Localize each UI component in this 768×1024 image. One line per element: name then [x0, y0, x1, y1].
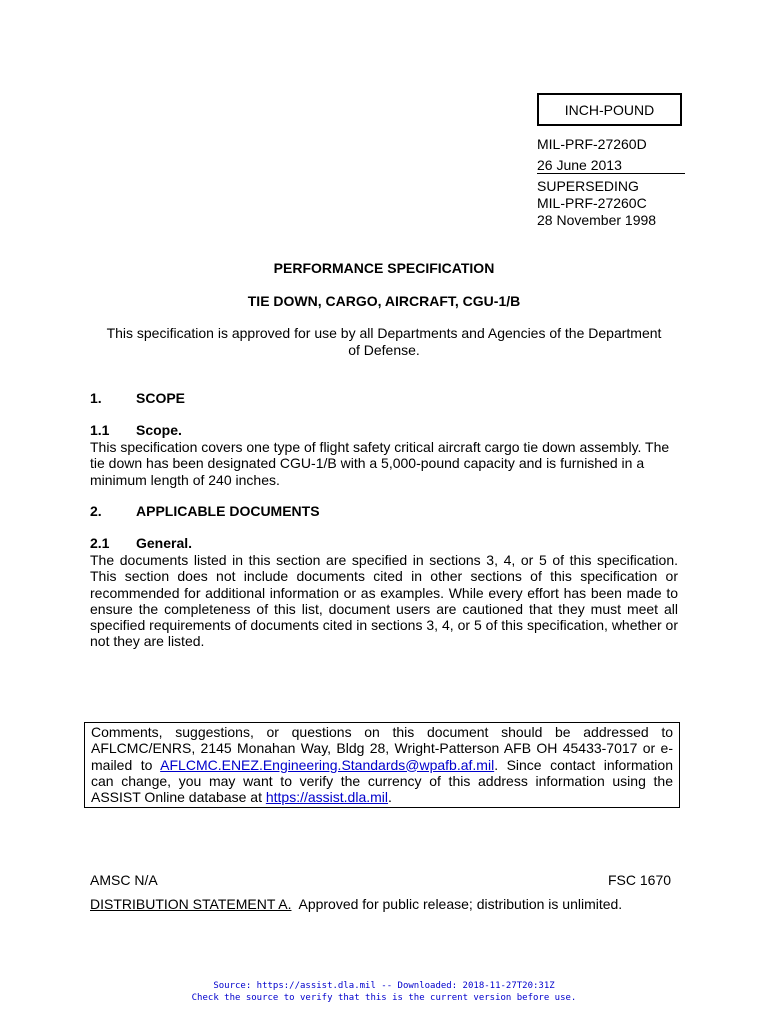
- comments-text-3: .: [388, 789, 392, 806]
- superseded-date: 28 November 1998: [537, 212, 657, 228]
- distribution-text: Approved for public release; distribution is unlimited.: [291, 896, 623, 912]
- spec-type-title: PERFORMANCE SPECIFICATION: [273, 260, 495, 276]
- section-2-1-title: General.: [136, 535, 193, 551]
- approval-statement: This specification is approved for use by all Departments and Agencies of the Department of Defense.: [106, 325, 662, 358]
- amsc-label: AMSC N/A: [90, 872, 158, 888]
- assist-url-link[interactable]: https://assist.dla.mil: [265, 789, 389, 806]
- inch-pound-box: [537, 93, 682, 126]
- section-1-1-number: 1.1: [90, 422, 110, 438]
- section-1-1-text: This specification covers one type of flight safety critical aircraft cargo tie down assembly. The tie down has been designated CGU-1/B with a 5,000-pound capacity and is furnished in a minimum length of 240 inches.: [90, 439, 670, 488]
- section-2-title: APPLICABLE DOCUMENTS: [136, 503, 320, 519]
- section-1-heading: [90, 390, 185, 406]
- superseded-number: MIL-PRF-27260C: [537, 195, 647, 211]
- superseding-label: SUPERSEDING: [537, 178, 639, 194]
- source-footer-line-2: Check the source to verify that this is the current version before use.: [191, 993, 577, 1003]
- section-2-1-heading: [90, 535, 192, 551]
- doc-date: 26 June 2013: [537, 157, 622, 173]
- section-1-title: SCOPE: [136, 390, 186, 406]
- inch-pound-label: INCH-POUND: [564, 101, 655, 118]
- section-2-1-text: The documents listed in this section are specified in sections 3, 4, or 5 of this specification. This section does not include documents cited in other sections of this specification or recommended for additional information or as examples. While every effort has been made to ensure the completeness of this list, document users are cautioned that they must meet all specified requirements of documents cited in sections 3, 4, or 5 of this specification, whether or not they are listed.: [90, 552, 678, 650]
- distribution-statement: [90, 896, 622, 912]
- comments-text-2: . Since contact information can change, you may want to verify the currency of this address information using the ASSIST Online database at: [91, 756, 673, 806]
- fsc-label: FSC 1670: [608, 872, 672, 888]
- section-1-1-title: Scope.: [136, 422, 182, 438]
- comments-box: [84, 722, 680, 808]
- comments-email-link[interactable]: AFLCMC.ENEZ.Engineering.Standards@wpafb.af.mil: [160, 756, 495, 773]
- section-1-number: 1.: [90, 390, 102, 406]
- header-divider: [537, 173, 685, 174]
- source-footer-line-1: Source: https://assist.dla.mil -- Downloaded: 2018-11-27T20:31Z: [213, 981, 555, 991]
- section-1-1-heading: [90, 422, 182, 438]
- spec-name-title: TIE DOWN, CARGO, AIRCRAFT, CGU-1/B: [247, 293, 521, 309]
- comments-text-1: Comments, suggestions, or questions on this document should be addressed to AFLCMC/ENRS, 2145 Monahan Way, Bldg 28, Wright-Patterson AFB OH 45433-7017 or e-mailed to: [91, 724, 673, 773]
- doc-number: MIL-PRF-27260D: [537, 136, 647, 152]
- section-2-1-number: 2.1: [90, 535, 110, 551]
- section-2-number: 2.: [90, 503, 102, 519]
- distribution-label: DISTRIBUTION STATEMENT A.: [90, 896, 292, 912]
- section-2-heading: [90, 503, 320, 519]
